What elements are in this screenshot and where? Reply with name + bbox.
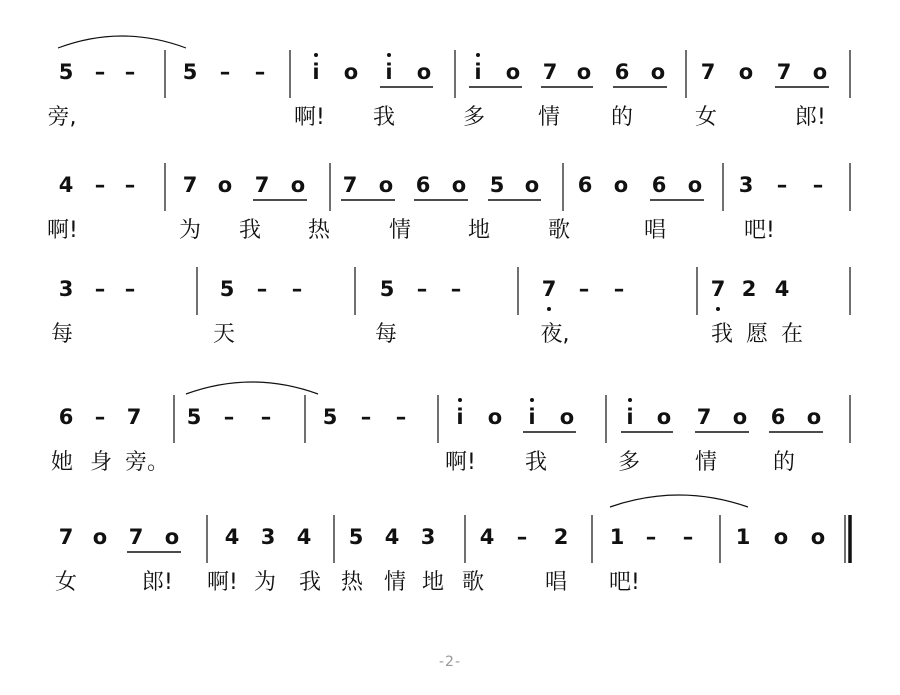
lyric-syllable: 啊!: [207, 570, 238, 595]
note-numeral: 2: [553, 525, 569, 549]
dash-sustain: –: [94, 60, 106, 84]
octave-dot-below: [547, 307, 551, 311]
octave-dot-above: [530, 398, 534, 402]
dash-sustain: –: [645, 525, 657, 549]
note-numeral: o: [164, 525, 180, 549]
lyric-syllable: 多: [617, 450, 640, 475]
note-numeral: i: [385, 60, 393, 84]
dash-sustain: –: [682, 525, 694, 549]
lyric-syllable: 吧!: [744, 218, 775, 243]
note-numeral: o: [806, 405, 822, 429]
lyric-syllable: 她: [50, 450, 73, 475]
note-numeral: 4: [296, 525, 312, 549]
lyric-syllable: 每: [374, 322, 397, 347]
lyric-syllable: 啊!: [445, 450, 476, 475]
lyric-syllable: 旁,: [47, 105, 77, 130]
lyric-syllable: 啊!: [47, 218, 78, 243]
note-numeral: 5: [219, 277, 235, 301]
note-numeral: o: [738, 60, 754, 84]
note-numeral: o: [416, 60, 432, 84]
lyric-syllable: 女: [54, 570, 77, 595]
note-numeral: o: [650, 60, 666, 84]
note-numeral: 5: [348, 525, 364, 549]
lyric-syllable: 我: [372, 105, 395, 130]
note-numeral: 6: [577, 173, 593, 197]
note-numeral: o: [732, 405, 748, 429]
note-numeral: i: [456, 405, 464, 429]
dash-sustain: –: [124, 173, 136, 197]
note-numeral: i: [312, 60, 320, 84]
dash-sustain: –: [256, 277, 268, 301]
dash-sustain: –: [776, 173, 788, 197]
note-numeral: o: [687, 173, 703, 197]
lyric-syllable: 情: [537, 105, 560, 130]
note-numeral: 7: [542, 60, 558, 84]
note-numeral: 3: [260, 525, 276, 549]
note-numeral: 3: [738, 173, 754, 197]
lyric-syllable: 歌: [461, 570, 484, 595]
octave-dot-above: [476, 53, 480, 57]
dash-sustain: –: [124, 60, 136, 84]
lyric-syllable: 我: [710, 322, 733, 347]
note-numeral: 4: [479, 525, 495, 549]
note-numeral: o: [576, 60, 592, 84]
note-numeral: o: [487, 405, 503, 429]
dash-sustain: –: [812, 173, 824, 197]
dash-sustain: –: [360, 405, 372, 429]
note-numeral: 4: [58, 173, 74, 197]
note-numeral: 6: [58, 405, 74, 429]
note-numeral: o: [505, 60, 521, 84]
octave-dot-above: [314, 53, 318, 57]
lyric-syllable: 郎!: [795, 105, 826, 130]
lyric-syllable: 地: [467, 218, 490, 243]
note-numeral: o: [343, 60, 359, 84]
note-numeral: 7: [710, 277, 726, 301]
note-numeral: 1: [609, 525, 625, 549]
note-numeral: 7: [541, 277, 557, 301]
note-numeral: o: [812, 60, 828, 84]
note-numeral: 4: [384, 525, 400, 549]
note-numeral: 6: [614, 60, 630, 84]
note-numeral: 5: [322, 405, 338, 429]
dash-sustain: –: [219, 60, 231, 84]
note-numeral: 7: [58, 525, 74, 549]
note-numeral: 5: [186, 405, 202, 429]
note-numeral: 2: [741, 277, 757, 301]
note-numeral: 7: [128, 525, 144, 549]
note-numeral: i: [626, 405, 634, 429]
note-numeral: i: [474, 60, 482, 84]
lyric-syllable: 在: [780, 322, 803, 347]
note-numeral: 5: [182, 60, 198, 84]
lyric-syllable: 啊!: [294, 105, 325, 130]
note-numeral: o: [773, 525, 789, 549]
note-numeral: o: [92, 525, 108, 549]
dash-sustain: –: [450, 277, 462, 301]
lyric-syllable: 每: [50, 322, 73, 347]
note-numeral: o: [378, 173, 394, 197]
dash-sustain: –: [254, 60, 266, 84]
note-numeral: o: [613, 173, 629, 197]
lyric-syllable: 天: [212, 322, 235, 347]
dash-sustain: –: [516, 525, 528, 549]
lyric-syllable: 旁。: [125, 450, 170, 475]
lyric-syllable: 唱: [544, 570, 567, 595]
note-numeral: 7: [776, 60, 792, 84]
note-numeral: 4: [224, 525, 240, 549]
note-numeral: o: [524, 173, 540, 197]
lyric-syllable: 我: [238, 218, 261, 243]
dash-sustain: –: [94, 277, 106, 301]
note-numeral: 7: [700, 60, 716, 84]
octave-dot-above: [387, 53, 391, 57]
lyric-syllable: 情: [388, 218, 411, 243]
slur-arc: [58, 36, 186, 48]
note-numeral: o: [451, 173, 467, 197]
lyric-syllable: 唱: [643, 218, 666, 243]
note-numeral: 1: [735, 525, 751, 549]
lyric-syllable: 女: [694, 105, 717, 130]
dash-sustain: –: [260, 405, 272, 429]
octave-dot-above: [628, 398, 632, 402]
dash-sustain: –: [578, 277, 590, 301]
lyric-syllable: 为: [178, 218, 201, 243]
note-numeral: o: [810, 525, 826, 549]
dash-sustain: –: [395, 405, 407, 429]
lyric-syllable: 情: [694, 450, 717, 475]
dash-sustain: –: [94, 173, 106, 197]
lyric-syllable: 我: [298, 570, 321, 595]
note-numeral: 6: [651, 173, 667, 197]
dash-sustain: –: [613, 277, 625, 301]
note-numeral: o: [217, 173, 233, 197]
lyric-syllable: 热: [307, 218, 330, 243]
note-numeral: 6: [415, 173, 431, 197]
note-numeral: 7: [342, 173, 358, 197]
octave-dot-below: [716, 307, 720, 311]
lyric-syllable: 多: [462, 105, 485, 130]
note-numeral: 7: [182, 173, 198, 197]
page-number: -2-: [438, 654, 461, 670]
note-numeral: o: [656, 405, 672, 429]
note-numeral: o: [290, 173, 306, 197]
lyric-syllable: 情: [383, 570, 406, 595]
dash-sustain: –: [94, 405, 106, 429]
lyric-syllable: 吧!: [609, 570, 640, 595]
note-numeral: 7: [696, 405, 712, 429]
lyric-syllable: 地: [421, 570, 444, 595]
lyric-syllable: 夜,: [540, 322, 570, 347]
note-numeral: 5: [489, 173, 505, 197]
lyric-syllable: 愿: [745, 322, 768, 347]
dash-sustain: –: [416, 277, 428, 301]
note-numeral: 6: [770, 405, 786, 429]
dash-sustain: –: [291, 277, 303, 301]
lyric-syllable: 的: [772, 450, 795, 475]
lyric-syllable: 热: [340, 570, 363, 595]
note-numeral: 4: [774, 277, 790, 301]
lyric-syllable: 我: [524, 450, 547, 475]
note-numeral: 7: [254, 173, 270, 197]
dash-sustain: –: [124, 277, 136, 301]
slur-arc: [186, 382, 318, 394]
lyric-syllable: 歌: [547, 218, 570, 243]
lyric-syllable: 身: [89, 450, 112, 475]
lyric-syllable: 郎!: [142, 570, 173, 595]
note-numeral: i: [528, 405, 536, 429]
octave-dot-above: [458, 398, 462, 402]
note-numeral: 5: [379, 277, 395, 301]
slur-arc: [610, 495, 748, 507]
lyric-syllable: 为: [253, 570, 276, 595]
note-numeral: 3: [420, 525, 436, 549]
dash-sustain: –: [223, 405, 235, 429]
note-numeral: 7: [126, 405, 142, 429]
note-numeral: o: [559, 405, 575, 429]
note-numeral: 3: [58, 277, 74, 301]
note-numeral: 5: [58, 60, 74, 84]
lyric-syllable: 的: [610, 105, 633, 130]
